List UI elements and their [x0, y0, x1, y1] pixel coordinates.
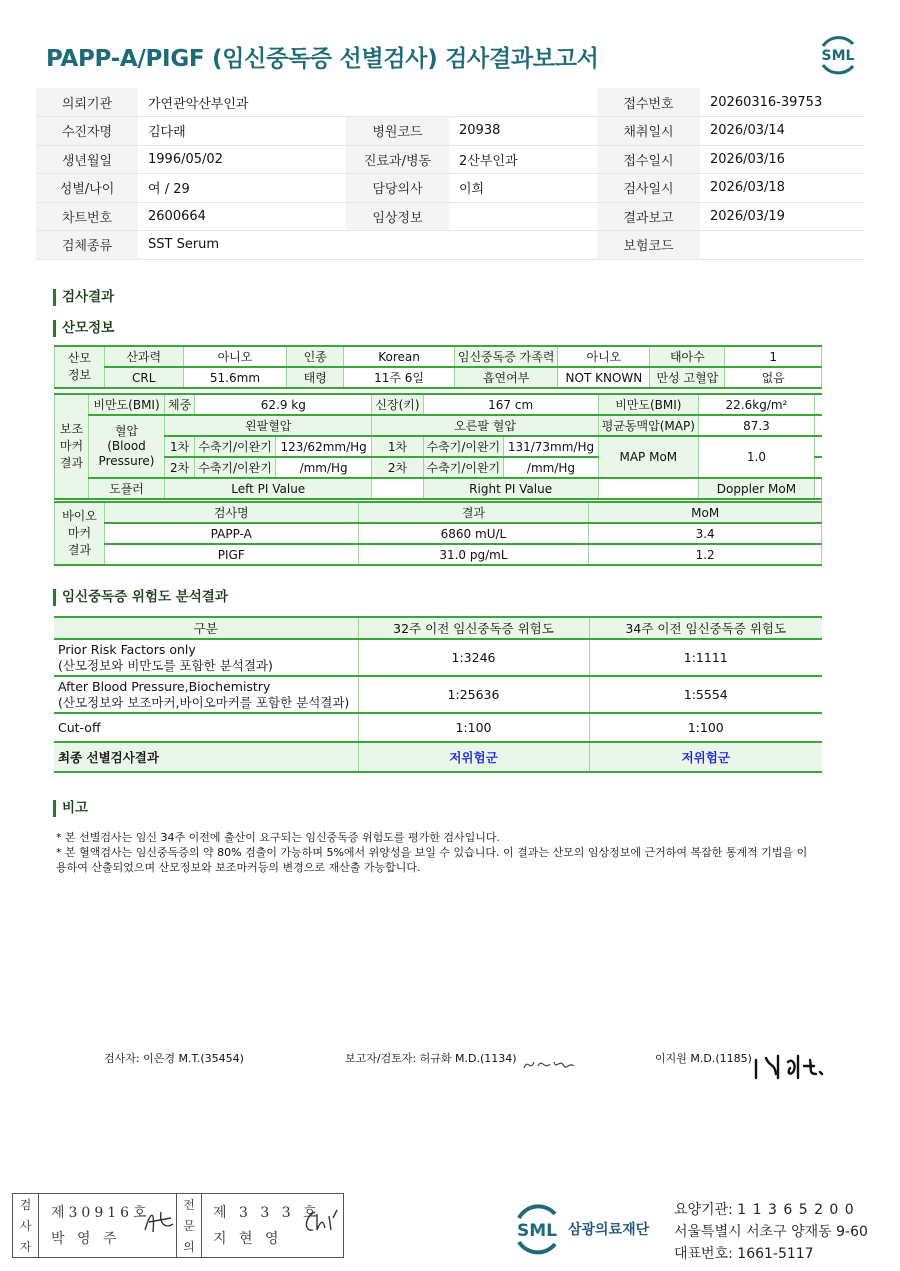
right-pi-label: Right PI Value — [423, 478, 598, 499]
inst-value: 1 1 3 6 5 2 0 0 — [737, 1202, 855, 1218]
risk-row-title: After Blood Pressure,Biochemistry — [58, 678, 271, 694]
smoke-label: 흡연여부 — [454, 367, 558, 388]
bio-name: PAPP-A — [104, 523, 358, 544]
bio-head-name: 검사명 — [104, 502, 358, 523]
family-history-value: 아니오 — [558, 346, 650, 367]
bio-result: 6860 mU/L — [358, 523, 589, 544]
tester-signature-label: 검사자: 이은경 M.T.(35454) — [104, 1052, 244, 1065]
insurance-value — [700, 231, 864, 260]
stamp-name-1: 박 영 주 — [51, 1231, 121, 1247]
remarks-text — [56, 830, 836, 875]
left-pi-label: Left PI Value — [165, 478, 372, 499]
stamp-char: 전 — [183, 1198, 195, 1212]
crl-label: CRL — [104, 367, 183, 388]
report-date-value: 2026/03/19 — [700, 202, 864, 231]
final-result-34w: 저위험군 — [589, 742, 822, 772]
inst-label: 요양기관: — [674, 1202, 733, 1218]
bio-head-result: 결과 — [358, 502, 589, 523]
cutoff-34w: 1:100 — [589, 713, 822, 742]
left-first-value: 123/62mm/Hg — [275, 436, 372, 457]
recipient-label: 수진자명 — [36, 117, 138, 146]
stamp-name-2: 지 현 영 — [213, 1231, 283, 1247]
info-row — [36, 174, 864, 203]
insurance-label: 보험코드 — [597, 231, 700, 260]
cutoff-32w: 1:100 — [358, 713, 589, 742]
ga-label: 태령 — [287, 367, 344, 388]
cutoff-label: Cut-off — [54, 713, 358, 742]
report-date-label: 결과보고 — [597, 202, 700, 231]
bmi-label: 비만도(BMI) — [88, 394, 164, 415]
footer-logo-text: SML — [517, 1221, 557, 1241]
specimen-value: SST Serum — [138, 231, 597, 260]
htn-value: 없음 — [725, 367, 822, 388]
risk-row-title: Prior Risk Factors only — [58, 641, 196, 657]
map-label: 평균동맥압(MAP) — [598, 415, 698, 436]
doppler-mom-label: Doppler MoM — [698, 478, 814, 499]
info-row — [36, 88, 864, 117]
right-sd2-label: 수축기/이완기 — [423, 457, 504, 478]
right-first-label: 1차 — [372, 436, 423, 457]
stamp-signature-2-icon — [299, 1206, 339, 1236]
final-result-label: 최종 선별검사결과 — [54, 742, 358, 772]
risk-table — [54, 616, 822, 773]
left-first-label: 1차 — [165, 436, 195, 457]
height-label: 신장(키) — [372, 394, 423, 415]
hosp-code-value: 20938 — [449, 117, 597, 146]
stamp-license-2: 제 3 3 3 호 — [213, 1205, 321, 1221]
doctor-value: 이희 — [449, 174, 597, 203]
sex-value: 여 / 29 — [138, 174, 346, 203]
test-date-label: 검사일시 — [597, 174, 700, 203]
sex-label: 성별/나이 — [36, 174, 138, 203]
right-pi-value — [598, 478, 698, 499]
stamp-char: 검 — [19, 1198, 32, 1212]
stamp-license-1: 제30916호 — [51, 1205, 151, 1221]
patient-info-table — [36, 88, 864, 260]
foundation-name: 삼광의료재단 — [568, 1222, 650, 1238]
weight-value: 62.9 kg — [195, 394, 372, 415]
collect-value: 2026/03/14 — [700, 117, 864, 146]
risk-head-category: 구분 — [54, 617, 358, 639]
risk-32w-value: 1:3246 — [358, 639, 589, 676]
report-title: PAPP-A/PIGF (임신중독증 선별검사) 검사결과보고서 — [46, 46, 599, 72]
dept-value: 2산부인과 — [449, 145, 597, 174]
right-sd-label: 수축기/이완기 — [423, 436, 504, 457]
risk-34w-value: 1:5554 — [589, 676, 822, 713]
info-row — [36, 145, 864, 174]
bmi2-label: 비만도(BMI) — [598, 394, 698, 415]
section-remarks-heading: 비고 — [53, 800, 88, 817]
left-pi-value — [372, 478, 423, 499]
doctor-label: 담당의사 — [346, 174, 449, 203]
race-value: Korean — [344, 346, 455, 367]
height-value: 167 cm — [423, 394, 598, 415]
chart-value: 2600664 — [138, 202, 346, 231]
parity-label: 산과력 — [104, 346, 183, 367]
risk-row-subtitle: (산모정보와 보조마커,바이오마커를 포함한 분석결과) — [58, 694, 350, 710]
accept-label: 접수일시 — [597, 145, 700, 174]
sml-logo-text: SML — [821, 48, 855, 64]
hospital-value: 가연관악산부인과 — [138, 88, 597, 117]
dept-label: 진료과/병동 — [346, 145, 449, 174]
specimen-label: 검체종류 — [36, 231, 138, 260]
left-bp-label: 왼팔혈압 — [165, 415, 372, 436]
bio-mom: 1.2 — [589, 544, 822, 565]
final-result-32w: 저위험군 — [358, 742, 589, 772]
maternal-side-label: 산모 정보 — [55, 346, 105, 388]
info-row — [36, 117, 864, 146]
hosp-code-label: 병원코드 — [346, 117, 449, 146]
right-second-value: /mm/Hg — [504, 457, 599, 478]
remark-line: * 본 혈액검사는 임신중독증의 약 80% 검출이 가능하며 5%에서 위양성을 보일 수 있습니다. 이 결과는 산모의 임상정보에 근거하여 복잡한 통계적 기법을 이 — [56, 846, 808, 859]
table-row — [54, 676, 822, 713]
bp-label: 혈압 (Blood Pressure) — [88, 415, 164, 478]
third-signature-label: 이지원 M.D.(1185) — [655, 1052, 752, 1065]
race-label: 인종 — [287, 346, 344, 367]
risk-head-32w: 32주 이전 임신중독증 위험도 — [358, 617, 589, 639]
fetus-value: 1 — [725, 346, 822, 367]
doppler-label: 도플러 — [88, 478, 164, 499]
reporter-signature-label: 보고자/검토자: 허규화 M.D.(1134) — [345, 1052, 517, 1065]
recipient-value: 김다래 — [138, 117, 346, 146]
right-second-label: 2차 — [372, 457, 423, 478]
stamp-char: 문 — [183, 1219, 195, 1233]
address: 서울특별시 서초구 양재동 9-60 — [674, 1224, 868, 1240]
fetus-label: 태아수 — [650, 346, 725, 367]
clinical-label: 임상정보 — [346, 202, 449, 231]
footer-sml-logo-icon — [509, 1200, 565, 1258]
bio-head-mom: MoM — [589, 502, 822, 523]
stamp-char: 자 — [19, 1240, 32, 1254]
ga-value: 11주 6일 — [344, 367, 455, 388]
info-row — [36, 202, 864, 231]
risk-head-34w: 34주 이전 임신중독증 위험도 — [589, 617, 822, 639]
left-sd-label: 수축기/이완기 — [195, 436, 276, 457]
weight-label: 체중 — [165, 394, 195, 415]
family-history-label: 임신중독증 가족력 — [454, 346, 558, 367]
receipt-no-value: 20260316-39753 — [700, 88, 864, 117]
stamp-char: 의 — [183, 1240, 195, 1254]
bmi-value: 22.6kg/m² — [698, 394, 814, 415]
clinical-value — [449, 202, 597, 231]
crl-value: 51.6mm — [183, 367, 287, 388]
stamp-col-tester — [13, 1194, 39, 1257]
aux-side-label: 보조 마커 결과 — [55, 394, 89, 499]
phone-value: 1661-5117 — [737, 1246, 814, 1262]
bio-mom: 3.4 — [589, 523, 822, 544]
receipt-no-label: 접수번호 — [597, 88, 700, 117]
section-maternal-heading: 산모정보 — [53, 320, 114, 337]
left-second-label: 2차 — [165, 457, 195, 478]
bio-side-label: 바이오 마커 결과 — [55, 502, 105, 565]
test-date-value: 2026/03/18 — [700, 174, 864, 203]
biomarker-table — [54, 501, 822, 566]
footer-info — [674, 1199, 868, 1265]
map-mom-label: MAP MoM — [598, 436, 698, 478]
birth-value: 1996/05/02 — [138, 145, 346, 174]
certification-stamp — [12, 1193, 344, 1258]
smoke-value: NOT KNOWN — [558, 367, 650, 388]
doppler-mom-value — [815, 478, 822, 499]
left-sd2-label: 수축기/이완기 — [195, 457, 276, 478]
info-row — [36, 231, 864, 260]
table-row — [54, 639, 822, 676]
table-row — [55, 544, 822, 565]
stamp-col-specialist — [176, 1194, 202, 1257]
bio-name: PIGF — [104, 544, 358, 565]
phone-label: 대표번호: — [674, 1246, 733, 1262]
reporter-signature-icon — [520, 1052, 580, 1076]
sml-logo-icon — [815, 32, 861, 78]
birth-label: 생년월일 — [36, 145, 138, 174]
section-risk-heading: 임신중독증 위험도 분석결과 — [53, 589, 228, 606]
map-value: 87.3 — [698, 415, 814, 436]
risk-32w-value: 1:25636 — [358, 676, 589, 713]
table-row — [54, 713, 822, 742]
hospital-label: 의뢰기관 — [36, 88, 138, 117]
table-row — [55, 523, 822, 544]
htn-label: 만성 고혈압 — [650, 367, 725, 388]
third-signature-icon — [750, 1048, 826, 1084]
aux-marker-table — [54, 393, 822, 500]
stamp-char: 사 — [19, 1219, 32, 1233]
maternal-info-table — [54, 345, 822, 389]
risk-row-subtitle: (산모정보와 비만도를 포함한 분석결과) — [58, 657, 273, 673]
parity-value: 아니오 — [183, 346, 287, 367]
risk-34w-value: 1:1111 — [589, 639, 822, 676]
right-bp-label: 오른팔 혈압 — [372, 415, 598, 436]
left-second-value: /mm/Hg — [275, 457, 372, 478]
table-row — [54, 742, 822, 772]
section-result-heading: 검사결과 — [53, 289, 114, 306]
stamp-signature-1-icon — [141, 1206, 177, 1236]
remark-line: 용하여 산출되었으며 산모정보와 보조마커등의 변경으로 재산출 가능합니다. — [56, 861, 421, 874]
bio-result: 31.0 pg/mL — [358, 544, 589, 565]
chart-label: 차트번호 — [36, 202, 138, 231]
collect-label: 채취일시 — [597, 117, 700, 146]
remark-line: * 본 선별검사는 임신 34주 이전에 출산이 요구되는 임신중독증 위험도를 평가한 검사입니다. — [56, 831, 500, 844]
right-first-value: 131/73mm/Hg — [504, 436, 599, 457]
map-mom-value: 1.0 — [698, 436, 814, 478]
accept-value: 2026/03/16 — [700, 145, 864, 174]
